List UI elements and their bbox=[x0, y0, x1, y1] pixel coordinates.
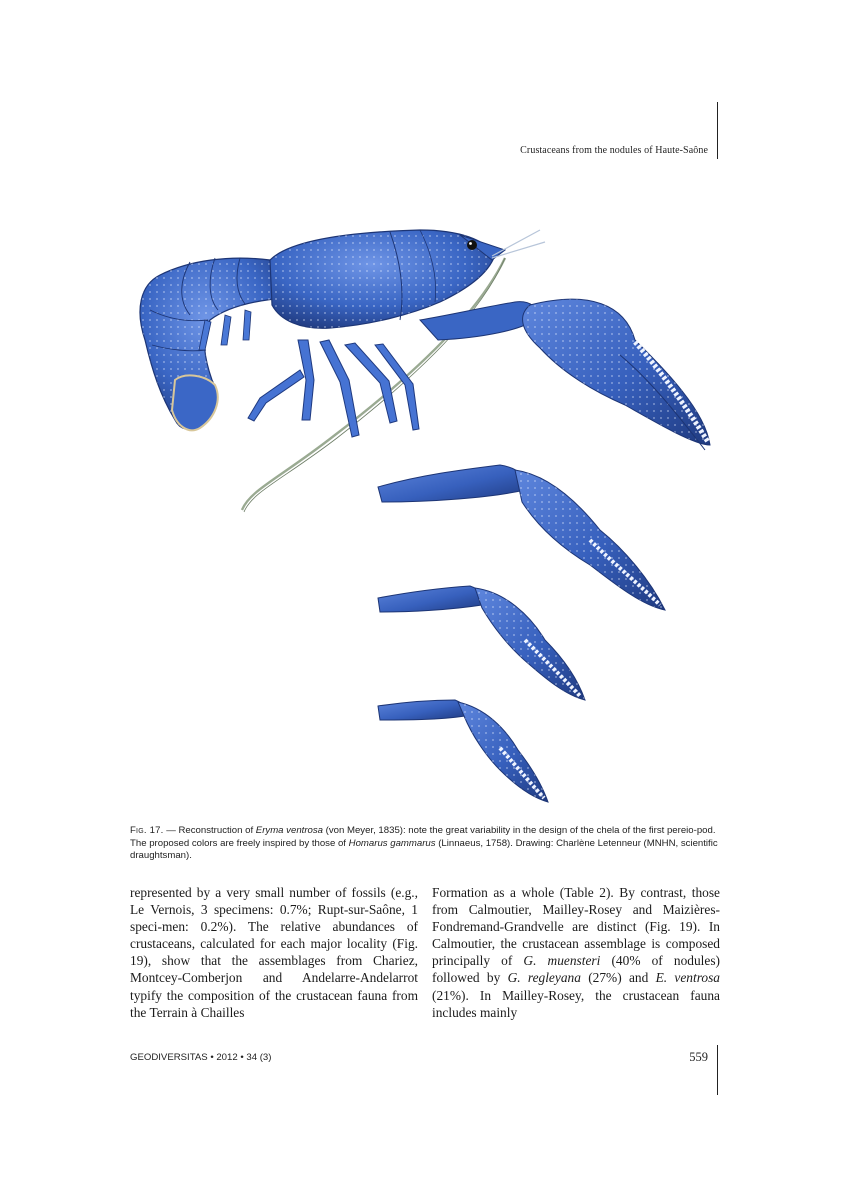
caption-text-run: (von Meyer, 1835): note the great variability in the design of the chela of the first pereio-pod. The proposed colors are freely inspired by those of bbox=[130, 825, 716, 849]
body-text-run: (40% of nodules) followed by bbox=[432, 953, 720, 986]
figure-label: Fig. 17. bbox=[130, 825, 164, 836]
body-text-run: Formation as a whole (Table 2). By contrast, those from Calmoutier, Mailley-Rosey and Maizières-Fondremand-Grandvelle are distinct (Fig. 19). In Calmoutier, the crustacean assemblage is composed principally of bbox=[432, 885, 720, 969]
body-text-run: represented by a very small number of fossils (e.g., Le Vernois, 3 specimens: 0.7%; Rupt-sur-Saône, 1 speci-men: 0.2%). The relative abundances of crustaceans, calculated for each major locality (Fig. 19), show that the assemblages from Chariez, Montcey-Comberjon and Andelarre-Andelarrot typify the composition of the crustacean fauna from the Terrain à Chailles bbox=[130, 885, 418, 1020]
body-column-right bbox=[432, 884, 720, 1021]
right-column-paragraph bbox=[432, 884, 720, 1021]
lobster-reconstruction-illustration bbox=[120, 220, 730, 810]
main-chela bbox=[420, 299, 710, 450]
body-taxon-name: G. muensteri bbox=[523, 953, 601, 969]
body-text-run: (21%). In Mailley-Rosey, the crustacean fauna includes mainly bbox=[432, 987, 720, 1020]
caption-text bbox=[130, 825, 718, 861]
body-taxon-name: G. regleyana bbox=[507, 970, 581, 986]
footer-rule bbox=[717, 1045, 718, 1095]
left-column-paragraph bbox=[130, 884, 418, 1021]
caption-taxon-name: Eryma ventrosa bbox=[255, 825, 323, 836]
caption-text-run: (Linnaeus, 1758). Drawing: Charlène Letenneur (MNHN, scientific draughtsman). bbox=[130, 837, 718, 862]
chela-variant-1 bbox=[378, 465, 665, 610]
caption-dash: — bbox=[163, 825, 179, 836]
caption-taxon-name: Homarus gammarus bbox=[348, 837, 436, 849]
running-head: Crustaceans from the nodules of Haute-Saône bbox=[520, 145, 708, 156]
footer-journal: GEODIVERSITAS • 2012 • 34 (3) bbox=[130, 1052, 272, 1063]
header-rule bbox=[717, 102, 718, 159]
figure-caption bbox=[130, 825, 720, 863]
chela-variant-3 bbox=[378, 700, 548, 802]
caption-text-run: Reconstruction of bbox=[178, 825, 256, 836]
body-column-left bbox=[130, 884, 418, 1021]
body-taxon-name: E. ventrosa bbox=[655, 970, 721, 986]
page-number: 559 bbox=[689, 1050, 708, 1064]
eye-icon bbox=[467, 240, 477, 250]
body-text-run: (27%) and bbox=[580, 970, 656, 986]
chela-variant-2 bbox=[378, 586, 585, 700]
